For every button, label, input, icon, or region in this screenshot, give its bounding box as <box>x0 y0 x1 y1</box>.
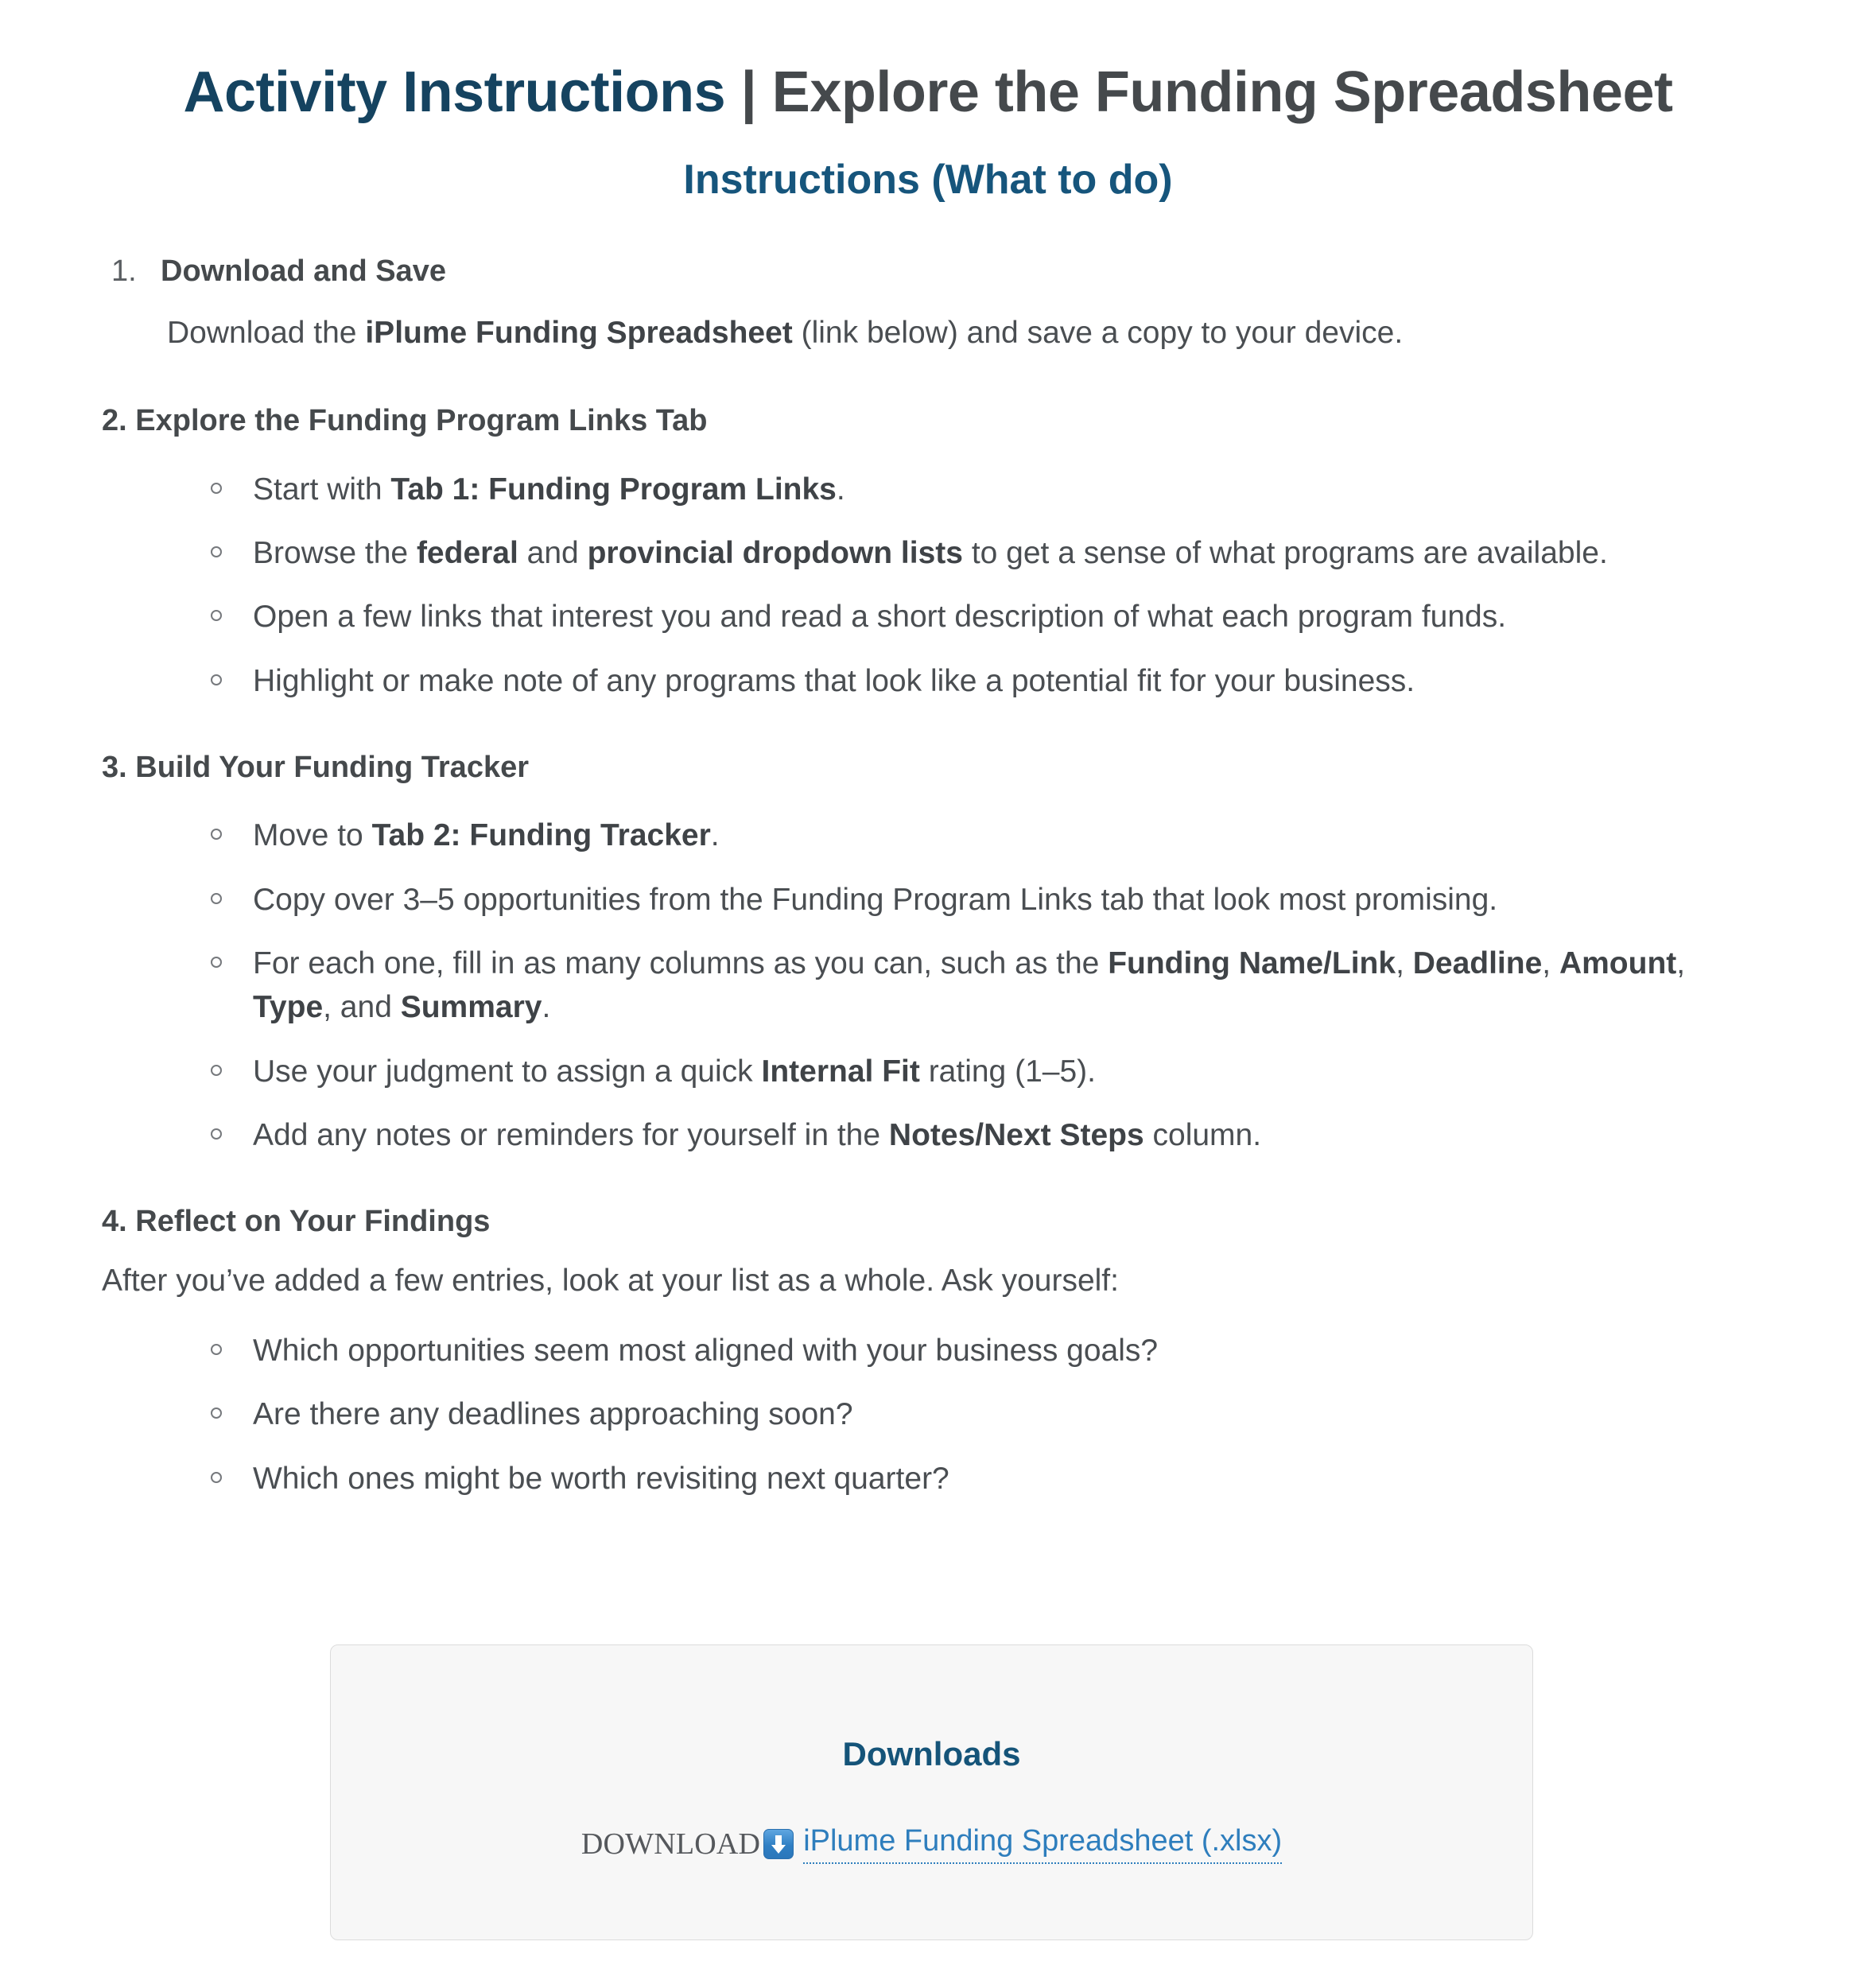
list-item <box>0 942 1856 1030</box>
download-file-link[interactable]: iPlume Funding Spreadsheet (.xlsx) <box>803 1823 1282 1864</box>
download-arrow-head <box>771 1845 786 1854</box>
bullet-text-before: Move to <box>253 818 372 853</box>
bullet-text-after: . <box>710 818 720 853</box>
bullet-text-mid-4: , and <box>323 990 401 1025</box>
bullet-text-mid-2: , <box>1542 945 1559 980</box>
list-item <box>0 1050 1856 1093</box>
bullet-circle-icon <box>211 942 228 959</box>
download-label: DOWNLOAD <box>580 1827 761 1861</box>
bullet-text-bold-2: provincial dropdown lists <box>587 535 963 570</box>
bullet-text-mid: and <box>518 535 588 570</box>
page-subtitle: Instructions (What to do) <box>683 156 1173 203</box>
list-item <box>0 878 1856 922</box>
bullet-circle-icon <box>211 1457 228 1474</box>
section-two-bullet-list <box>0 444 1856 704</box>
bullet-text-after: to get a sense of what programs are available. <box>962 535 1608 570</box>
bullet-circle-icon <box>211 1392 228 1410</box>
download-row <box>331 1774 1532 1864</box>
step-one-heading-row <box>0 249 1856 294</box>
section-four-bullet-list <box>0 1305 1856 1501</box>
step-one-heading: Download and Save <box>161 254 446 288</box>
bullet-text-bold: Tab 2: Funding Tracker <box>371 818 711 853</box>
list-item <box>0 531 1856 575</box>
page-title-primary: Activity Instructions <box>183 60 726 124</box>
bullet-text-before: Use your judgment to assign a quick <box>253 1054 762 1089</box>
list-item <box>0 1392 1856 1436</box>
bullet-circle-icon <box>211 595 228 612</box>
bullet-text-bold-3: Amount <box>1559 945 1677 980</box>
bullet-text-bold: Internal Fit <box>761 1054 920 1089</box>
bullet-text-before: Browse the <box>253 535 417 570</box>
step-one-body-after: (link below) and save a copy to your device. <box>792 315 1404 350</box>
downloads-card-title: Downloads <box>842 1735 1021 1773</box>
step-one-body-before: Download the <box>167 315 366 350</box>
bullet-text-before: Copy over 3–5 opportunities from the Funding Program Links tab that look most promising. <box>253 882 1498 917</box>
bullet-circle-icon <box>211 659 228 677</box>
downloads-card <box>330 1644 1533 1940</box>
bullet-text-after: rating (1–5). <box>919 1054 1096 1089</box>
bullet-text-bold: Tab 1: Funding Program Links <box>390 472 837 507</box>
step-one-download-and-save <box>0 203 1856 357</box>
bullet-text-mid: , <box>1396 945 1413 980</box>
bullet-text-mid-3: , <box>1676 945 1686 980</box>
page-title <box>0 0 1856 124</box>
bullet-text-bold: federal <box>416 535 518 570</box>
list-item <box>0 595 1856 639</box>
bullet-text-after: . <box>836 472 845 507</box>
section-two-heading: 2. Explore the Funding Program Links Tab <box>102 404 708 438</box>
bullet-text: Which ones might be worth revisiting next quarter? <box>253 1461 949 1496</box>
list-item <box>0 1457 1856 1501</box>
step-one-body-bold: iPlume Funding Spreadsheet <box>365 315 793 350</box>
list-item <box>0 468 1856 511</box>
bullet-text-after: . <box>542 990 551 1025</box>
step-one-marker: 1. <box>111 254 137 288</box>
section-three-bullet-list <box>0 790 1856 1157</box>
bullet-text-bold-4: Type <box>253 990 324 1025</box>
download-arrow-icon[interactable] <box>763 1829 794 1859</box>
bullet-circle-icon <box>211 1050 228 1067</box>
bullet-text: Which opportunities seem most aligned with your business goals? <box>253 1333 1159 1368</box>
step-one-body <box>0 294 1856 357</box>
bullet-text-before: Start with <box>253 472 391 507</box>
bullet-text-before: Open a few links that interest you and read a short description of what each program funds. <box>253 600 1507 635</box>
bullet-text-before: Highlight or make note of any programs that look like a potential fit for your business. <box>253 663 1415 698</box>
bullet-text-bold: Funding Name/Link <box>1108 945 1396 980</box>
list-item <box>0 1329 1856 1373</box>
bullet-circle-icon <box>211 1113 228 1131</box>
list-item <box>0 813 1856 857</box>
page-title-secondary: | Explore the Funding Spreadsheet <box>725 60 1673 124</box>
bullet-text-before: Add any notes or reminders for yourself in the <box>253 1118 889 1152</box>
list-item <box>0 1113 1856 1157</box>
bullet-text-bold-2: Deadline <box>1412 945 1543 980</box>
bullet-circle-icon <box>211 813 228 831</box>
section-four-paragraph: After you’ve added a few entries, look at your list as a whole. Ask yourself: <box>102 1264 1119 1299</box>
bullet-text-bold: Notes/Next Steps <box>888 1118 1144 1152</box>
bullet-text: Are there any deadlines approaching soon? <box>253 1397 853 1432</box>
bullet-text-bold-5: Summary <box>400 990 542 1025</box>
bullet-circle-icon <box>211 531 228 549</box>
bullet-circle-icon <box>211 1329 228 1346</box>
section-four-heading: 4. Reflect on Your Findings <box>102 1205 491 1239</box>
bullet-text-before: For each one, fill in as many columns as you can, such as the <box>253 945 1109 980</box>
section-three-heading: 3. Build Your Funding Tracker <box>102 751 530 785</box>
list-item <box>0 659 1856 703</box>
bullet-circle-icon <box>211 878 228 895</box>
bullet-text-after: column. <box>1143 1118 1262 1152</box>
bullet-circle-icon <box>211 468 228 485</box>
